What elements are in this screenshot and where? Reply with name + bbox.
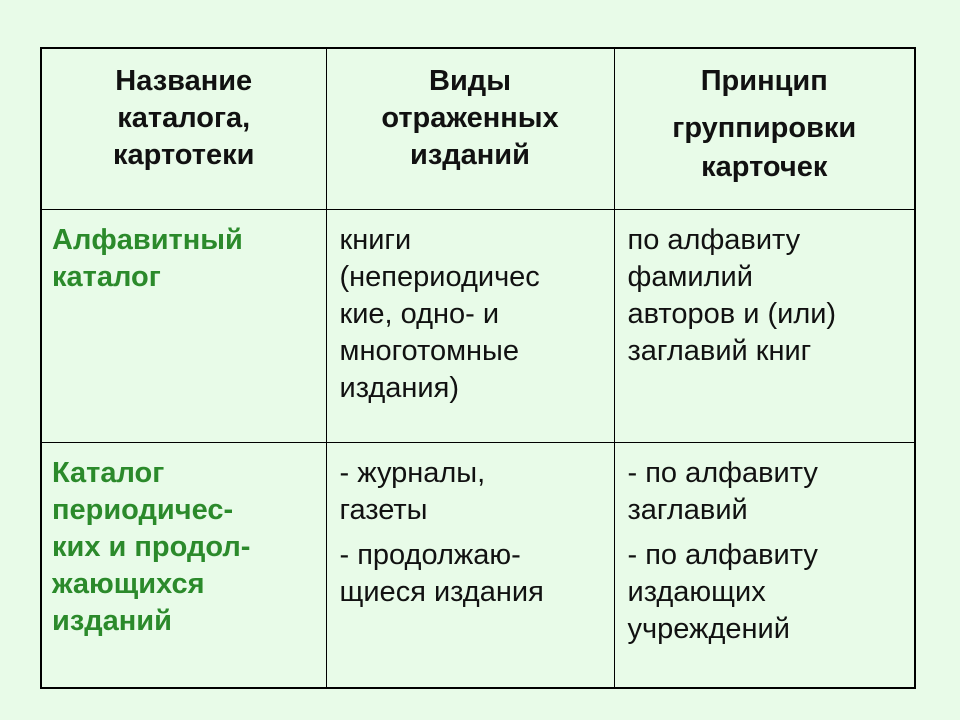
catalog-name-cell: [41, 209, 326, 442]
paragraph-gap: [628, 529, 907, 537]
cell-text: издающих: [627, 575, 766, 608]
cell-text: периодичес-: [52, 493, 234, 526]
cell-text: Каталог: [52, 456, 165, 489]
header-text: каталога,: [117, 102, 251, 134]
table-row: [41, 209, 915, 442]
cell-text: по алфавиту: [627, 223, 801, 256]
table-header-row: [41, 48, 915, 209]
header-text: картотеки: [113, 139, 255, 171]
header-text: Принцип: [700, 65, 828, 97]
publication-kinds-cell: [326, 442, 614, 688]
header-text: карточек: [701, 151, 828, 183]
cell-text: заглавий: [627, 493, 748, 526]
header-text: Виды: [429, 65, 511, 97]
paragraph-gap: [340, 529, 606, 537]
cell-text: книги: [339, 223, 412, 256]
cell-text: заглавий книг: [627, 334, 812, 367]
cell-text: (непериодичес: [339, 260, 540, 293]
cell-text: каталог: [52, 260, 161, 293]
header-grouping-principle: [614, 48, 915, 209]
cell-text: - по алфавиту: [627, 456, 818, 489]
grouping-principle-cell: [614, 209, 915, 442]
cell-text: авторов и (или): [627, 297, 837, 330]
header-text: изданий: [410, 139, 530, 171]
header-text: Название: [115, 65, 253, 97]
cell-text: Алфавитный: [52, 223, 243, 256]
cell-text: изданий: [52, 604, 172, 637]
cell-text: ких и продол-: [52, 530, 251, 563]
cell-text: - по алфавиту: [627, 538, 818, 571]
header-text: отраженных: [381, 102, 559, 134]
cell-text: жающихся: [52, 567, 205, 600]
cell-text: кие, одно- и: [339, 297, 500, 330]
header-publication-kinds: [326, 48, 614, 209]
catalog-table: [40, 47, 916, 689]
cell-text: многотомные: [339, 334, 520, 367]
grouping-principle-cell: [614, 442, 915, 688]
cell-text: газеты: [339, 493, 428, 526]
cell-text: - журналы,: [339, 456, 486, 489]
catalog-name-cell: [41, 442, 326, 688]
cell-text: - продолжаю-: [339, 538, 521, 571]
header-text: группировки: [672, 112, 857, 144]
header-catalog-name: [41, 48, 326, 209]
publication-kinds-cell: [326, 209, 614, 442]
cell-text: издания): [339, 371, 459, 404]
cell-text: щиеся издания: [339, 575, 544, 608]
table-row: [41, 442, 915, 688]
cell-text: фамилий: [627, 260, 753, 293]
cell-text: учреждений: [627, 612, 790, 645]
